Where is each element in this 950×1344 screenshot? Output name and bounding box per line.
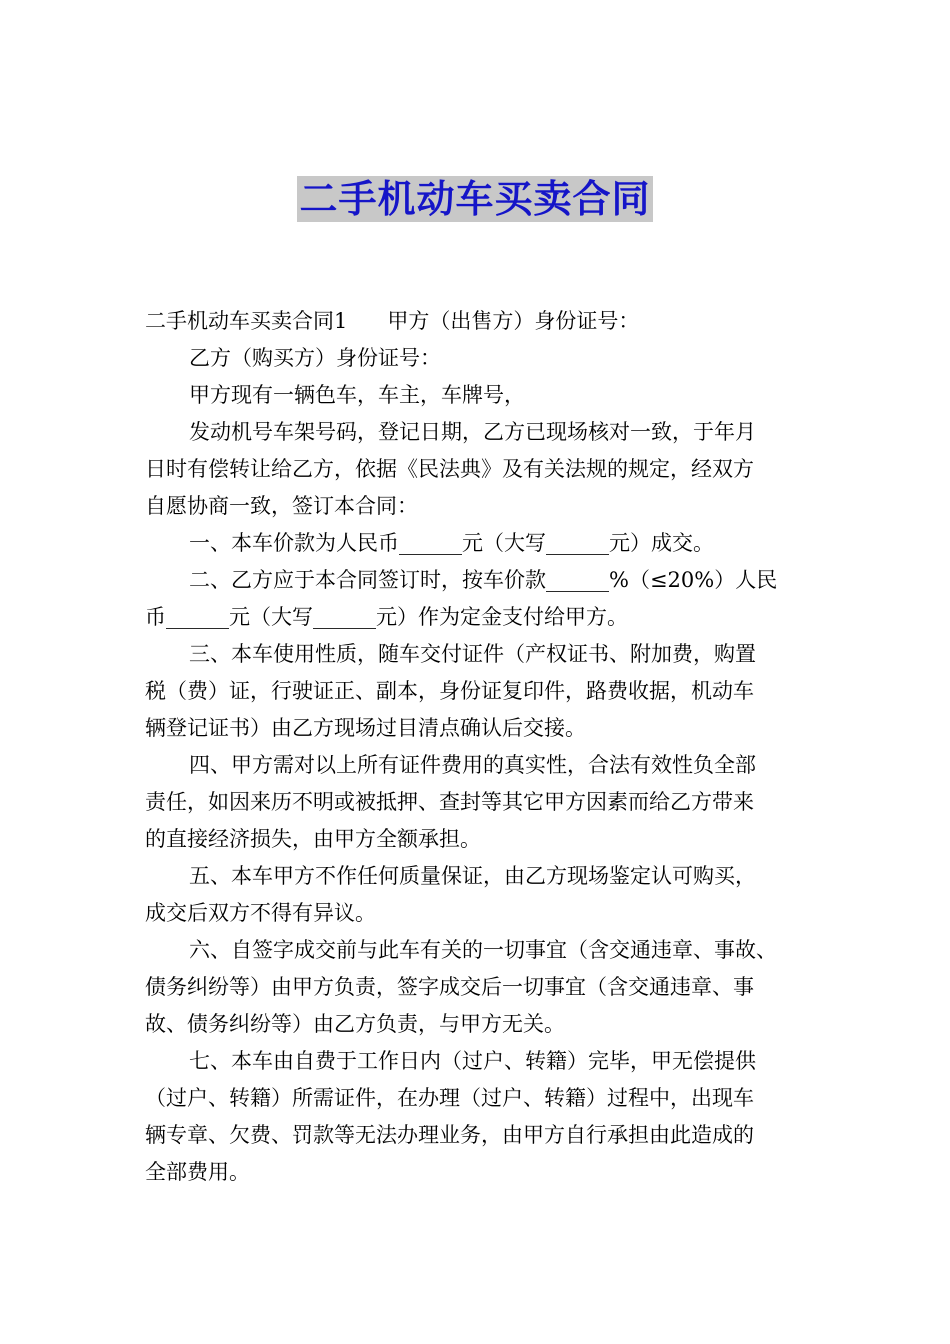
body-line: 全部费用。 <box>145 1160 250 1184</box>
clause-3-line: 三、本车使用性质，随车交付证件（产权证书、附加费，购置 <box>189 642 756 666</box>
clause-1-line: 一、本车价款为人民币______元（大写______元）成交。 <box>189 531 714 555</box>
title-container <box>0 176 950 222</box>
body-line: 乙方（购买方）身份证号： <box>189 346 441 370</box>
body-line: （过户、转籍）所需证件，在办理（过户、转籍）过程中，出现车 <box>145 1086 754 1110</box>
clause-6-line: 六、自签字成交前与此车有关的一切事宜（含交通违章、事故、 <box>189 938 777 962</box>
body-line: 故、债务纠纷等）由乙方负责，与甲方无关。 <box>145 1012 565 1036</box>
body-line: 成交后双方不得有异议。 <box>145 901 376 925</box>
body-line: 币______元（大写______元）作为定金支付给甲方。 <box>145 605 628 629</box>
body-line-0 <box>145 303 807 340</box>
body-line: 发动机号车架号码，登记日期，乙方已现场核对一致，于年月 <box>189 420 756 444</box>
body-line: 的直接经济损失，由甲方全额承担。 <box>145 827 481 851</box>
body-line: 税（费）证，行驶证正、副本，身份证复印件，路费收据，机动车 <box>145 679 754 703</box>
clause-7-line: 七、本车由自费于工作日内（过户、转籍）完毕，甲无偿提供 <box>189 1049 756 1073</box>
body-line: 日时有偿转让给乙方，依据《民法典》及有关法规的规定，经双方 <box>145 457 754 481</box>
clause-2-line: 二、乙方应于本合同签订时，按车价款______%（≤20%）人民 <box>189 568 778 592</box>
body-line: 甲方现有一辆色车，车主，车牌号， <box>189 383 525 407</box>
document-body <box>145 303 807 1191</box>
document-title: 二手机动车买卖合同 <box>299 177 651 221</box>
body-line: 责任，如因来历不明或被抵押、查封等其它甲方因素而给乙方带来 <box>145 790 754 814</box>
clause-4-line: 四、甲方需对以上所有证件费用的真实性，合法有效性负全部 <box>189 753 756 777</box>
body-line: 辆专章、欠费、罚款等无法办理业务，由甲方自行承担由此造成的 <box>145 1123 754 1147</box>
body-line: 自愿协商一致，签订本合同： <box>145 494 418 518</box>
body-line: 辆登记证书）由乙方现场过目清点确认后交接。 <box>145 716 586 740</box>
heading-inline: 二手机动车买卖合同1 <box>145 309 348 333</box>
party-a-id: 甲方（出售方）身份证号： <box>387 309 640 333</box>
body-line: 债务纠纷等）由甲方负责，签字成交后一切事宜（含交通违章、事 <box>145 975 754 999</box>
clause-5-line: 五、本车甲方不作任何质量保证，由乙方现场鉴定认可购买， <box>189 864 756 888</box>
